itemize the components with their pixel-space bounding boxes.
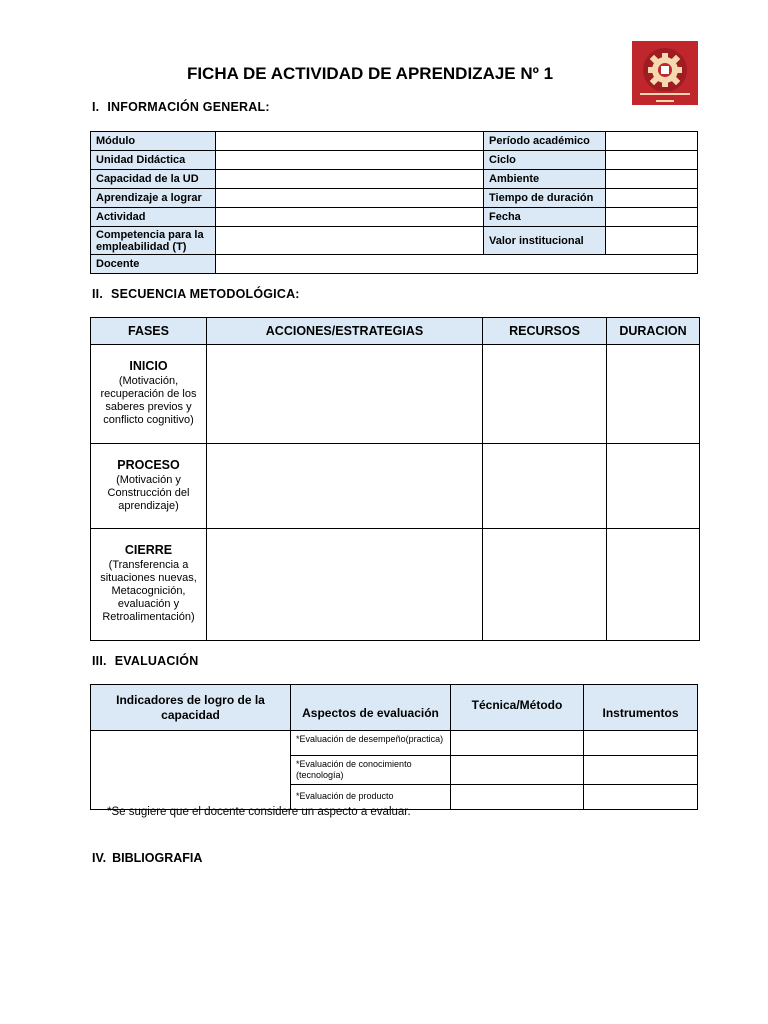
institution-logo	[632, 41, 698, 105]
column-header: Técnica/Método	[451, 685, 584, 731]
column-header: DURACION	[607, 318, 700, 345]
info-label: Aprendizaje a lograr	[91, 189, 216, 208]
instrument-field[interactable]	[584, 785, 698, 810]
info-row	[91, 255, 698, 274]
section-2-label: SECUENCIA METODOLÓGICA:	[111, 287, 300, 301]
section-4-number: IV.	[92, 851, 107, 865]
info-label: Ciclo	[484, 151, 606, 170]
section-2-number: II.	[92, 287, 104, 301]
info-value-field[interactable]	[216, 170, 484, 189]
evaluation-header-row	[91, 685, 698, 731]
info-row	[91, 208, 698, 227]
info-value-field[interactable]	[606, 208, 698, 227]
evaluation-table	[90, 684, 698, 810]
info-value-field[interactable]	[606, 227, 698, 255]
info-label: Competencia para la empleabilidad (T)	[91, 227, 216, 255]
info-row	[91, 151, 698, 170]
instrument-field[interactable]	[584, 731, 698, 756]
technique-field[interactable]	[451, 731, 584, 756]
actions-field[interactable]	[207, 529, 483, 641]
info-row	[91, 227, 698, 255]
phase-row	[91, 529, 700, 641]
info-value-field[interactable]	[606, 170, 698, 189]
phase-row	[91, 444, 700, 529]
info-value-field[interactable]	[216, 189, 484, 208]
column-header: RECURSOS	[483, 318, 607, 345]
phase-name: CIERRE	[124, 543, 173, 557]
info-label: Unidad Didáctica	[91, 151, 216, 170]
resources-field[interactable]	[483, 529, 607, 641]
column-header: Instrumentos	[584, 685, 698, 731]
evaluation-note: *Se sugiere que el docente considere un aspecto a evaluar.	[107, 806, 411, 818]
column-header: FASES	[91, 318, 207, 345]
info-value-field[interactable]	[216, 132, 484, 151]
actions-field[interactable]	[207, 444, 483, 529]
section-2-heading	[92, 287, 300, 301]
methodology-header-row	[91, 318, 700, 345]
section-3-heading	[92, 654, 198, 668]
actions-field[interactable]	[207, 345, 483, 444]
phase-description: (Motivación y Construcción del aprendizaje)	[107, 474, 190, 512]
evaluation-row	[91, 731, 698, 756]
phase-cell	[91, 345, 207, 444]
info-label: Actividad	[91, 208, 216, 227]
evaluation-aspect: *Evaluación de desempeño(practica)	[291, 731, 451, 756]
duration-field[interactable]	[607, 529, 700, 641]
indicators-field[interactable]	[91, 731, 291, 810]
technique-field[interactable]	[451, 785, 584, 810]
resources-field[interactable]	[483, 444, 607, 529]
phase-row	[91, 345, 700, 444]
section-4-label: BIBLIOGRAFIA	[112, 851, 203, 865]
column-header: Indicadores de logro de la capacidad	[91, 685, 291, 731]
evaluation-aspect: *Evaluación de producto	[291, 785, 451, 810]
info-label: Módulo	[91, 132, 216, 151]
resources-field[interactable]	[483, 345, 607, 444]
info-value-field[interactable]	[216, 151, 484, 170]
section-1-heading	[92, 100, 270, 114]
section-1-number: I.	[92, 100, 100, 114]
instrument-field[interactable]	[584, 756, 698, 785]
phase-name: INICIO	[129, 359, 168, 373]
technique-field[interactable]	[451, 756, 584, 785]
info-row	[91, 170, 698, 189]
phase-name: PROCESO	[117, 458, 180, 472]
info-label: Fecha	[484, 208, 606, 227]
section-3-number: III.	[92, 654, 107, 668]
info-row	[91, 189, 698, 208]
phase-cell	[91, 529, 207, 641]
evaluation-aspect: *Evaluación de conocimiento (tecnología)	[291, 756, 451, 785]
methodology-table	[90, 317, 700, 641]
section-3-label: EVALUACIÓN	[114, 654, 199, 668]
column-header: ACCIONES/ESTRATEGIAS	[207, 318, 483, 345]
page-title: FICHA DE ACTIVIDAD DE APRENDIZAJE Nº 1	[186, 64, 554, 83]
docente-value-field[interactable]	[216, 255, 698, 274]
info-value-field[interactable]	[606, 151, 698, 170]
duration-field[interactable]	[607, 345, 700, 444]
info-label: Valor institucional	[484, 227, 606, 255]
info-label: Capacidad de la UD	[91, 170, 216, 189]
section-1-label: INFORMACIÓN GENERAL:	[107, 100, 270, 114]
info-label: Período académico	[484, 132, 606, 151]
phase-description: (Motivación, recuperación de los saberes previos y conflicto cognitivo)	[100, 375, 197, 426]
info-label: Docente	[91, 255, 216, 274]
info-label: Ambiente	[484, 170, 606, 189]
info-value-field[interactable]	[216, 208, 484, 227]
column-header: Aspectos de evaluación	[291, 685, 451, 731]
duration-field[interactable]	[607, 444, 700, 529]
info-value-field[interactable]	[606, 132, 698, 151]
phase-description: (Transferencia a situaciones nuevas, Metacognición, evaluación y Retroalimentación)	[100, 559, 197, 623]
section-4-heading	[92, 851, 202, 865]
phase-cell	[91, 444, 207, 529]
info-label: Tiempo de duración	[484, 189, 606, 208]
info-value-field[interactable]	[606, 189, 698, 208]
info-value-field[interactable]	[216, 227, 484, 255]
general-info-table	[90, 131, 698, 274]
info-row	[91, 132, 698, 151]
